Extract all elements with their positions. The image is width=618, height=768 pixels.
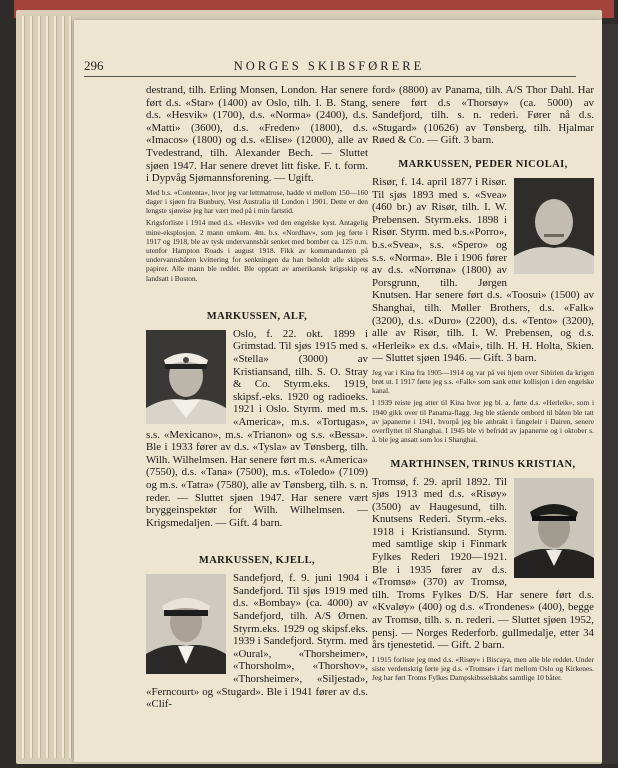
entry-name-alf: MARKUSSEN, ALF, — [206, 310, 308, 322]
portrait-image — [146, 330, 226, 424]
portrait-photo-trinus — [514, 478, 594, 578]
portrait-photo-peder — [514, 178, 594, 274]
entry-name-trinus: MARTHINSEN, TRINUS KRISTIAN, — [390, 458, 576, 470]
entry-text-trinus: Tromsø, f. 29. april 1892. Til sjøs 1913 med d.s. «Risøy» (3500) av Haugesund, tilh. Knutsens Rederi. Styrm.-eks. 1918 i Kristiansund. Styrm. med samtlige skip i Finmark Fylkes Rederi 1920—1921. Ble i 1935 fører av d.s. «Tromsø» (370) av Tromsø, tilh. Troms Fylkes D/S. Har senere ført d.s. «Kvaløy» (400) og d.s. «Trondenes» (400), begge av Tromsø, tilh. s. n. rederi. — Sluttet sjøen 1952, pensj. — Norges Rederforb. gullmedalje, etter 34 års tjenestetid. — Gift. 2 barn. — [372, 475, 594, 652]
running-header — [84, 58, 574, 74]
portrait-image — [514, 478, 594, 578]
header-rule — [84, 76, 576, 77]
entry-text-alf: Oslo, f. 22. okt. 1899 i Grimstad. Til sjøs 1915 med s. «Stella» (3000) av Kristiansand, tilh. S. O. Stray & Co. Styrm.eks. 1919, skipsf.-eks. 1920 og radioeks. 1921 i Oslo. Styrm. med m.s. «America», m.s. «Tortugas», s.s. «Mexicano», m.s. «Trianon» og s.s. «Bessa». Ble i 1933 fører av d.s. «Tysla» av Tønsberg, tilh. Wilh. Wilhelmsen. Har senere ført m.s. «America» (7550), d.s. «Tana» (7500), m.s. «Toledo» (7109) og m.s. «Tatra» (7580), alle av Tønsberg, tilh. s. n. reder. — Sluttet sjøen 1947. Har senere vært bryggeinspektør for Wilh. Wilhelmsen. — Krigsmedaljen. — Gift. 4 barn. — [146, 327, 368, 529]
entry-text-kjell: Sandefjord, f. 9. juni 1904 i Sandefjord. Til sjøs 1919 med d.s. «Bombay» (ca. 4000) av Sandefjord, tilh. A/S Ørnen. Styrm.eks. 1929 og skipsf.eks. 1939 i Sandefjord. Styrm. med «Oural», «Thorsheimer», «Thorsholm», «Thorshov», «Thorsheimer», «Siljestad», «Ferncourt» og «Stugard». Ble i 1941 fører av d.s. «Clif- — [146, 572, 368, 711]
entry-continuation-text: destrand, tilh. Erling Monsen, London. Har senere ført d.s. «Star» (1400) av Oslo, tilh. I. B. Stang, d.s. «Hesvik» (1700), d.s. «Norma» (2400), d.s. «Matti» (3600), d.s. «Freden» (1800), d.s. «Imacos» (1800) og d.s. «Elise» (12000), alle av Tvedestrand, tilh. Alexander Bech. — Sluttet sjøen 1947. Har senere drevet litt fiske. F. t. form. i Dypvåg Sjømannsforening. — Ugift. — [146, 84, 368, 185]
page-edge — [54, 16, 56, 758]
portrait-image — [514, 178, 594, 274]
entry-continuation-text: ford» (8800) av Panama, tilh. A/S Thor Dahl. Har senere ført d.s «Thorsøy» (ca. 5000) av Sandefjord, tilh. s. n. rederi. Fører nå d.s. «Stugard» (10626) av Tønsberg, tilh. Hjalmar Røed & Co. — Gift. 3 barn. — [372, 84, 594, 147]
portrait-photo-kjell — [146, 574, 226, 674]
portrait-image — [146, 574, 226, 674]
entry-name-kjell: MARKUSSEN, KJELL, — [198, 555, 316, 567]
running-title: NORGES SKIBSFØRERE — [233, 59, 425, 73]
page-edge — [30, 16, 32, 758]
page-edge — [38, 16, 40, 758]
background-strip — [602, 24, 618, 764]
left-column — [146, 84, 368, 711]
portrait-photo-alf — [146, 330, 226, 424]
entry-note: I 1939 reiste jeg atter til Kina hvor jeg bl. a. førte d.s. «Herleik», som i 1940 gikk over til Panama-flagg. Jeg ble stående ombord til båten ble tatt av japanerne i 1941, hvorpå jeg ble anbrakt i fangeleir i Dairen, senere overflyttet til Shanghai. I 1945 ble vi befridd av japanerne og i oktober s. å. ble jeg ansatt som los i Shanghai. — [372, 398, 594, 445]
entry-note: Jeg var i Kina fra 1905—1914 og var på vei hjem over Sibirien da krigen brøt ut. I 1917 førte jeg s.s. «Falk» som sank etter kollisjon i den engelske kanal. — [372, 367, 594, 396]
entry-note: Med b.s. «Contenta», hvor jeg var lettmatrose, hadde vi mellom 150—160 dager i sjøen fra Bunbury, Vest Australia til London i 1901. Dette er den lengste sjøreise jeg har vært med på i min fartstid. — [146, 187, 368, 216]
page-edge — [69, 16, 71, 758]
right-column — [372, 84, 594, 682]
page-edge — [62, 16, 64, 758]
entry-note: Krigsforliste i 1914 med d.s. «Hesvik» ved den engelske kyst. Antagelig mine-eksplosjon. 2 mann omkom. 4m. b.s. «Nordhav», som jeg førte i 1917 og 1918, ble av tysk undervannsbåt senket med bomber ca. 125 n.m. utenfor Hampton Roads i august 1918. Fikk av kommandanten på undervannsbåten kvittering for senkningen da han beholdt alle skipets papirer. Alle mann ble reddet. Ble opptatt av amerikansk krigsskip og landsatt i Boston. — [146, 218, 368, 283]
page-edge — [22, 16, 24, 758]
entry-text-peder: Risør, f. 14. april 1877 i Risør. Til sjøs 1893 med s. «Svea» (460 br.) av Risør, tilh. I. W. Prebensen. Styrm.eks. 1898 i Risør. Styrm. med b.s.«Porro», b.s.«Svea», s.s. «Spero» og s.s. «Norma». Ble i 1906 fører av d.s. «Norrøna» (1800) av Porsgrunn, tilh. Jørgen Knutsen. Har senere ført d.s. «Toosui» (1500) av Shanghai, tilh. Møller Brothers, d.s. «Falk» (3200), d.s. «Duro» (2200), d.s. «Tento» (3200), alle av Risør, tilh. I. W. Prebensen, og d.s. «Herleik» ex d.s. «Mai», tilh. H. H. Holta, Skien. — Sluttet sjøen 1946. — Gift. 3 barn. — [372, 175, 594, 365]
entry-name-peder: MARKUSSEN, PEDER NICOLAI, — [398, 158, 568, 170]
entry-note: I 1915 forliste jeg med d.s. «Risøy» i Biscaya, men alle ble reddet. Under siste verdenskrig førte jeg d.s. «Tromsø» i fart mellom Oslo og Kirkenes. Jeg har ført Troms Fylkes Dampskibsselskabs samtlige 10 båter. — [372, 654, 594, 683]
page-edge — [46, 16, 48, 758]
page-number: 296 — [84, 58, 104, 73]
